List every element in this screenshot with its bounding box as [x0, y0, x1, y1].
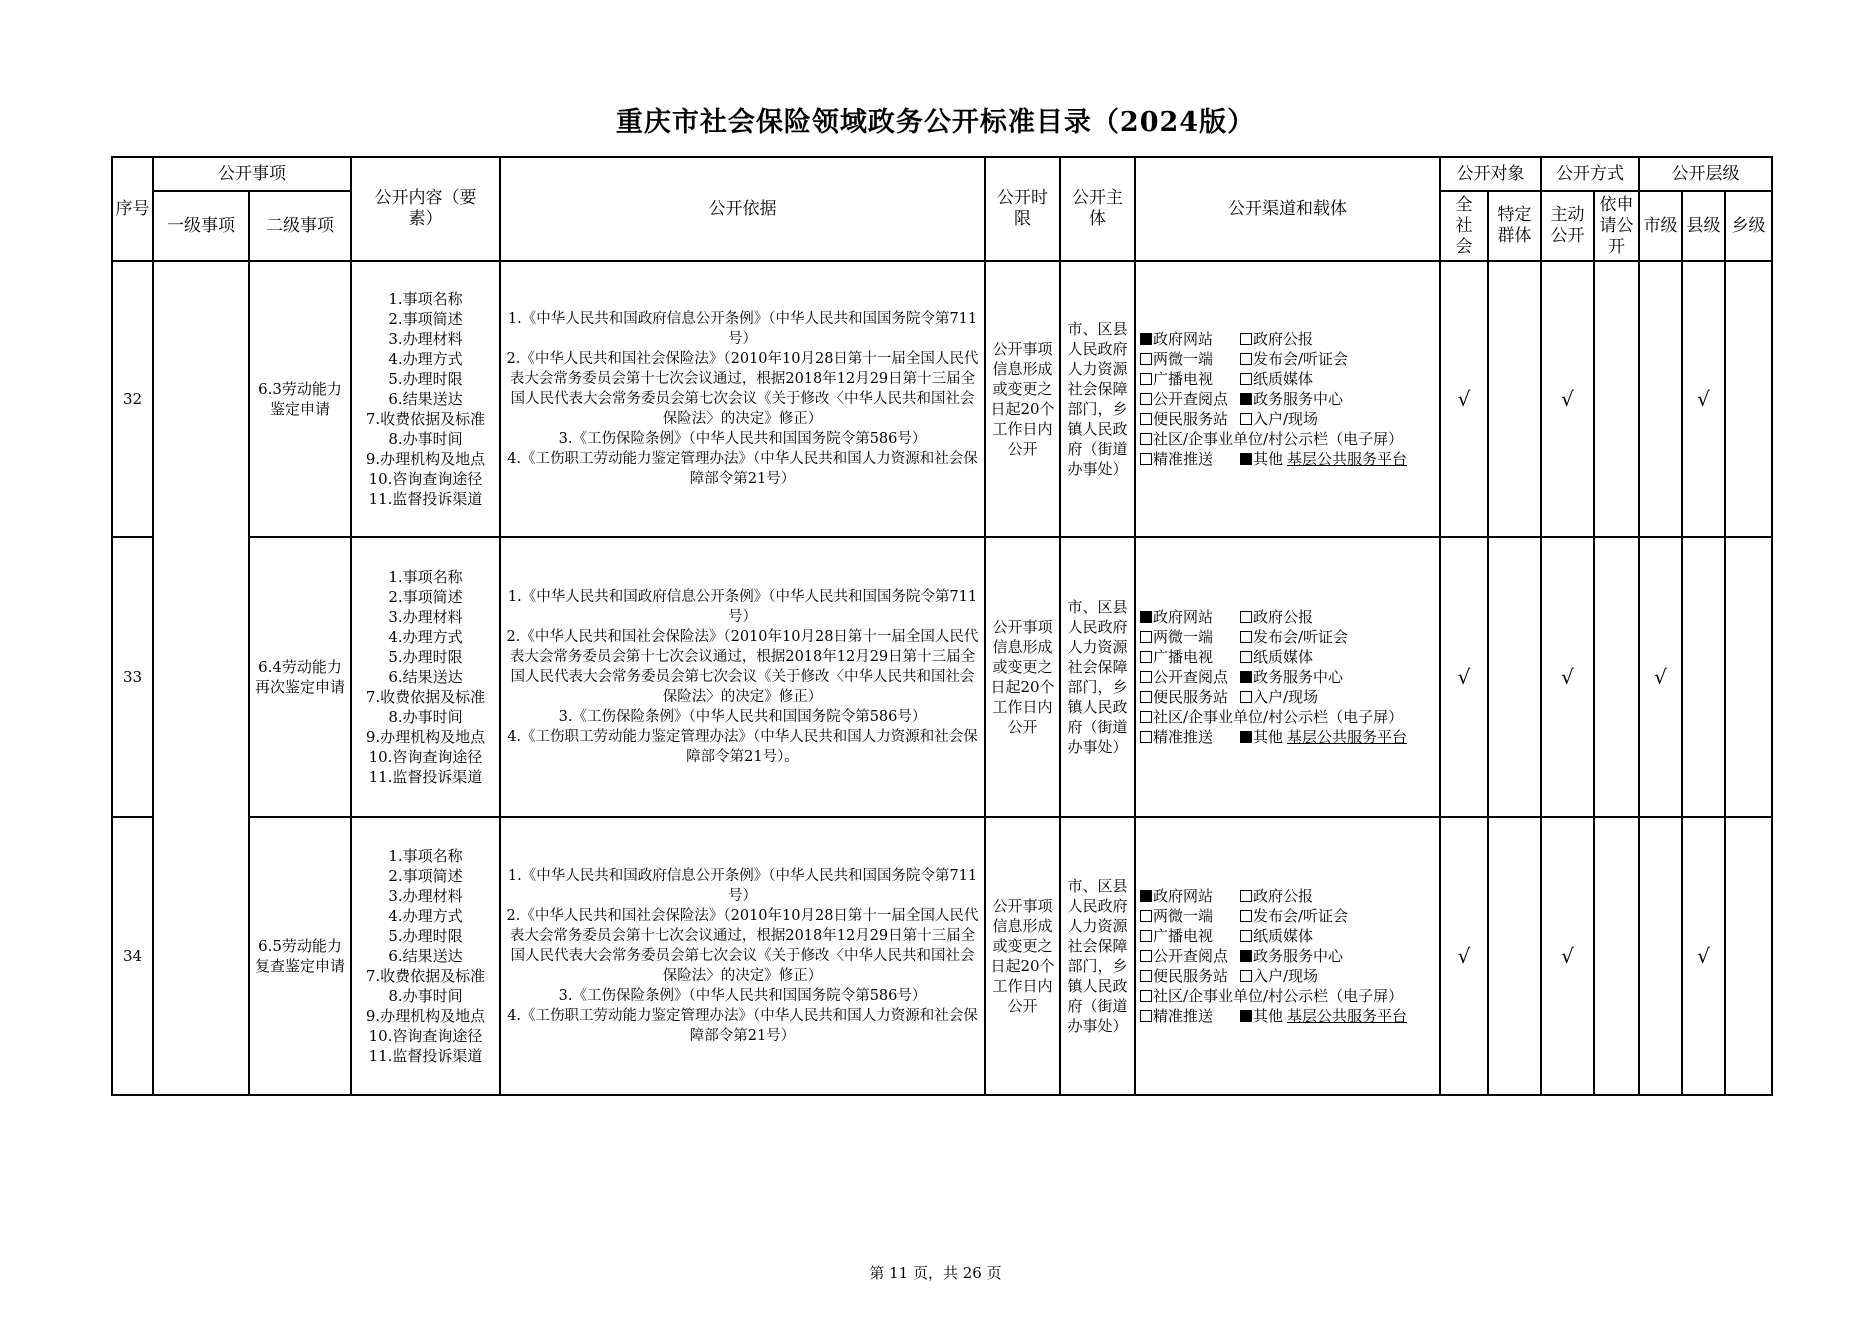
checked-box-icon: [1240, 950, 1252, 962]
unchecked-box-icon: [1140, 691, 1152, 703]
row-content: [351, 261, 500, 537]
content-item: 11.监督投诉渠道: [368, 1047, 483, 1065]
row-level2: 6.4劳动能力再次鉴定申请: [249, 537, 351, 817]
content-item: 4.办理方式: [388, 350, 463, 368]
checked-box-icon: [1140, 333, 1152, 345]
row-level-city: [1639, 817, 1682, 1095]
row-level-county: √: [1682, 261, 1725, 537]
unchecked-box-icon: [1240, 930, 1252, 942]
row-target-group: [1488, 817, 1541, 1095]
header-level-county: 县级: [1682, 191, 1725, 261]
row-content: [351, 537, 500, 817]
unchecked-box-icon: [1140, 930, 1152, 942]
table-row: [112, 261, 1772, 537]
content-item: 10.咨询查询途径: [368, 748, 483, 766]
row-method-active: √: [1541, 261, 1594, 537]
unchecked-box-icon: [1140, 631, 1152, 643]
row-seq: 34: [112, 817, 153, 1095]
unchecked-box-icon: [1240, 651, 1252, 663]
header-target-group: 特定群体: [1488, 191, 1541, 261]
content-item: 6.结果送达: [388, 947, 463, 965]
row-method-active: √: [1541, 537, 1594, 817]
row-method-apply: [1594, 817, 1639, 1095]
unchecked-box-icon: [1240, 631, 1252, 643]
unchecked-box-icon: [1140, 1010, 1152, 1022]
row-level1: [153, 261, 249, 1095]
checked-box-icon: [1240, 453, 1252, 465]
unchecked-box-icon: [1140, 671, 1152, 683]
row-basis: 1.《中华人民共和国政府信息公开条例》（中华人民共和国国务院令第711号） 2.《中华人民共和国社会保险法》（2010年10月28日第十一届全国人民代表大会常务委员会第十七次会议通过，根据2018年12月29日第十三届全国人民代表大会常务委员会第七次会议《关于修改〈中华人民共和国社会保险法〉的决定》修正） 3.《工伤保险条例》（中华人民共和国国务院令第586号） 4.《工伤职工劳动能力鉴定管理办法》（中华人民共和国人力资源和社会保障部令第21号）: [500, 817, 985, 1095]
content-item: 11.监督投诉渠道: [368, 768, 483, 786]
content-item: 7.收费依据及标准: [365, 410, 486, 428]
row-level-city: [1639, 261, 1682, 537]
header-subject: 公开主体: [1060, 157, 1135, 261]
row-channels: 政府网站 政府公报 两微一端 发布会/听证会 广播电视 纸质媒体 公开查阅点 政务服务中心 便民服务站 入户/现场 社区/企事业单位/村公示栏（电子屏） 精准推送 其他 基层公共服务平台: [1135, 537, 1440, 817]
unchecked-box-icon: [1140, 393, 1152, 405]
row-level-county: [1682, 537, 1725, 817]
header-level-town: 乡级: [1725, 191, 1772, 261]
checked-box-icon: [1240, 1010, 1252, 1022]
content-item: 8.办事时间: [388, 430, 463, 448]
row-period: 公开事项信息形成或变更之日起20个工作日内公开: [985, 261, 1060, 537]
header-level: 公开层级: [1639, 157, 1772, 191]
unchecked-box-icon: [1240, 333, 1252, 345]
content-item: 11.监督投诉渠道: [368, 490, 483, 508]
row-level2: 6.3劳动能力鉴定申请: [249, 261, 351, 537]
row-seq: 33: [112, 537, 153, 817]
checked-box-icon: [1240, 671, 1252, 683]
unchecked-box-icon: [1140, 453, 1152, 465]
content-item: 6.结果送达: [388, 668, 463, 686]
row-level2: 6.5劳动能力复查鉴定申请: [249, 817, 351, 1095]
header-target: 公开对象: [1440, 157, 1541, 191]
row-basis: 1.《中华人民共和国政府信息公开条例》（中华人民共和国国务院令第711号） 2.《中华人民共和国社会保险法》（2010年10月28日第十一届全国人民代表大会常务委员会第十七次会议通过，根据2018年12月29日第十三届全国人民代表大会常务委员会第七次会议《关于修改〈中华人民共和国社会保险法〉的决定》修正） 3.《工伤保险条例》（中华人民共和国国务院令第586号） 4.《工伤职工劳动能力鉴定管理办法》（中华人民共和国人力资源和社会保障部令第21号）: [500, 261, 985, 537]
row-level-town: [1725, 261, 1772, 537]
row-subject: 市、区县人民政府人力资源社会保障部门，乡镇人民政府（街道办事处）: [1060, 261, 1135, 537]
unchecked-box-icon: [1240, 373, 1252, 385]
row-seq: 32: [112, 261, 153, 537]
unchecked-box-icon: [1140, 353, 1152, 365]
row-method-active: √: [1541, 817, 1594, 1095]
header-method-active: 主动公开: [1541, 191, 1594, 261]
unchecked-box-icon: [1140, 433, 1152, 445]
header-items: 公开事项: [153, 157, 351, 191]
unchecked-box-icon: [1140, 651, 1152, 663]
content-item: 3.办理材料: [388, 608, 463, 626]
content-item: 8.办事时间: [388, 708, 463, 726]
row-channels: 政府网站 政府公报 两微一端 发布会/听证会 广播电视 纸质媒体 公开查阅点 政务服务中心 便民服务站 入户/现场 社区/企事业单位/村公示栏（电子屏） 精准推送 其他 基层公共服务平台: [1135, 817, 1440, 1095]
row-level-town: [1725, 537, 1772, 817]
content-item: 3.办理材料: [388, 887, 463, 905]
unchecked-box-icon: [1240, 353, 1252, 365]
row-content: [351, 817, 500, 1095]
row-target-all: √: [1440, 261, 1488, 537]
row-channels: 政府网站 政府公报 两微一端 发布会/听证会 广播电视 纸质媒体 公开查阅点 政务服务中心 便民服务站 入户/现场 社区/企事业单位/村公示栏（电子屏） 精准推送 其他 基层公共服务平台: [1135, 261, 1440, 537]
row-basis: 1.《中华人民共和国政府信息公开条例》（中华人民共和国国务院令第711号） 2.《中华人民共和国社会保险法》（2010年10月28日第十一届全国人民代表大会常务委员会第十七次会议通过，根据2018年12月29日第十三届全国人民代表大会常务委员会第七次会议《关于修改〈中华人民共和国社会保险法〉的决定》修正） 3.《工伤保险条例》（中华人民共和国国务院令第586号） 4.《工伤职工劳动能力鉴定管理办法》（中华人民共和国人力资源和社会保障部令第21号）。: [500, 537, 985, 817]
header-level2: 二级事项: [249, 191, 351, 261]
content-item: 2.事项简述: [388, 588, 463, 606]
header-channels: 公开渠道和载体: [1135, 157, 1440, 261]
header-method: 公开方式: [1541, 157, 1639, 191]
content-item: 5.办理时限: [388, 648, 463, 666]
content-item: 10.咨询查询途径: [368, 470, 483, 488]
content-item: 7.收费依据及标准: [365, 688, 486, 706]
header-period: 公开时限: [985, 157, 1060, 261]
row-level-county: √: [1682, 817, 1725, 1095]
unchecked-box-icon: [1240, 691, 1252, 703]
header-target-all: 全社会: [1440, 191, 1488, 261]
page-footer: 第 11 页，共 26 页: [869, 1264, 1002, 1282]
content-item: 1.事项名称: [388, 290, 463, 308]
row-method-apply: [1594, 537, 1639, 817]
unchecked-box-icon: [1140, 413, 1152, 425]
table-row: [112, 817, 1772, 1095]
catalog-table: [111, 156, 1773, 1096]
unchecked-box-icon: [1140, 950, 1152, 962]
header-level1: 一级事项: [153, 191, 249, 261]
row-subject: 市、区县人民政府人力资源社会保障部门，乡镇人民政府（街道办事处）: [1060, 817, 1135, 1095]
content-item: 5.办理时限: [388, 370, 463, 388]
content-item: 9.办理机构及地点: [365, 728, 486, 746]
unchecked-box-icon: [1140, 970, 1152, 982]
row-subject: 市、区县人民政府人力资源社会保障部门，乡镇人民政府（街道办事处）: [1060, 537, 1135, 817]
checked-box-icon: [1140, 890, 1152, 902]
row-period: 公开事项信息形成或变更之日起20个工作日内公开: [985, 537, 1060, 817]
content-item: 6.结果送达: [388, 390, 463, 408]
header-method-apply: 依申请公开: [1594, 191, 1639, 261]
unchecked-box-icon: [1240, 611, 1252, 623]
row-level-city: √: [1639, 537, 1682, 817]
header-level-city: 市级: [1639, 191, 1682, 261]
content-item: 8.办事时间: [388, 987, 463, 1005]
content-item: 10.咨询查询途径: [368, 1027, 483, 1045]
unchecked-box-icon: [1140, 731, 1152, 743]
row-target-group: [1488, 261, 1541, 537]
content-item: 9.办理机构及地点: [365, 450, 486, 468]
content-item: 1.事项名称: [388, 568, 463, 586]
content-item: 4.办理方式: [388, 907, 463, 925]
row-method-apply: [1594, 261, 1639, 537]
unchecked-box-icon: [1240, 970, 1252, 982]
unchecked-box-icon: [1140, 990, 1152, 1002]
row-target-group: [1488, 537, 1541, 817]
checked-box-icon: [1240, 393, 1252, 405]
unchecked-box-icon: [1140, 910, 1152, 922]
unchecked-box-icon: [1140, 373, 1152, 385]
content-item: 9.办理机构及地点: [365, 1007, 486, 1025]
row-target-all: √: [1440, 537, 1488, 817]
checked-box-icon: [1240, 731, 1252, 743]
checked-box-icon: [1140, 611, 1152, 623]
row-target-all: √: [1440, 817, 1488, 1095]
content-item: 2.事项简述: [388, 867, 463, 885]
content-item: 4.办理方式: [388, 628, 463, 646]
header-seq: 序号: [112, 157, 153, 261]
content-item: 3.办理材料: [388, 330, 463, 348]
table-row: [112, 537, 1772, 817]
content-item: 7.收费依据及标准: [365, 967, 486, 985]
row-level-town: [1725, 817, 1772, 1095]
unchecked-box-icon: [1240, 890, 1252, 902]
content-item: 1.事项名称: [388, 847, 463, 865]
row-period: 公开事项信息形成或变更之日起20个工作日内公开: [985, 817, 1060, 1095]
unchecked-box-icon: [1240, 413, 1252, 425]
header-basis: 公开依据: [500, 157, 985, 261]
header-content: 公开内容（要素）: [351, 157, 500, 261]
content-item: 5.办理时限: [388, 927, 463, 945]
page-title: 重庆市社会保险领域政务公开标准目录（2024版）: [615, 107, 1256, 138]
unchecked-box-icon: [1140, 711, 1152, 723]
content-item: 2.事项简述: [388, 310, 463, 328]
unchecked-box-icon: [1240, 910, 1252, 922]
